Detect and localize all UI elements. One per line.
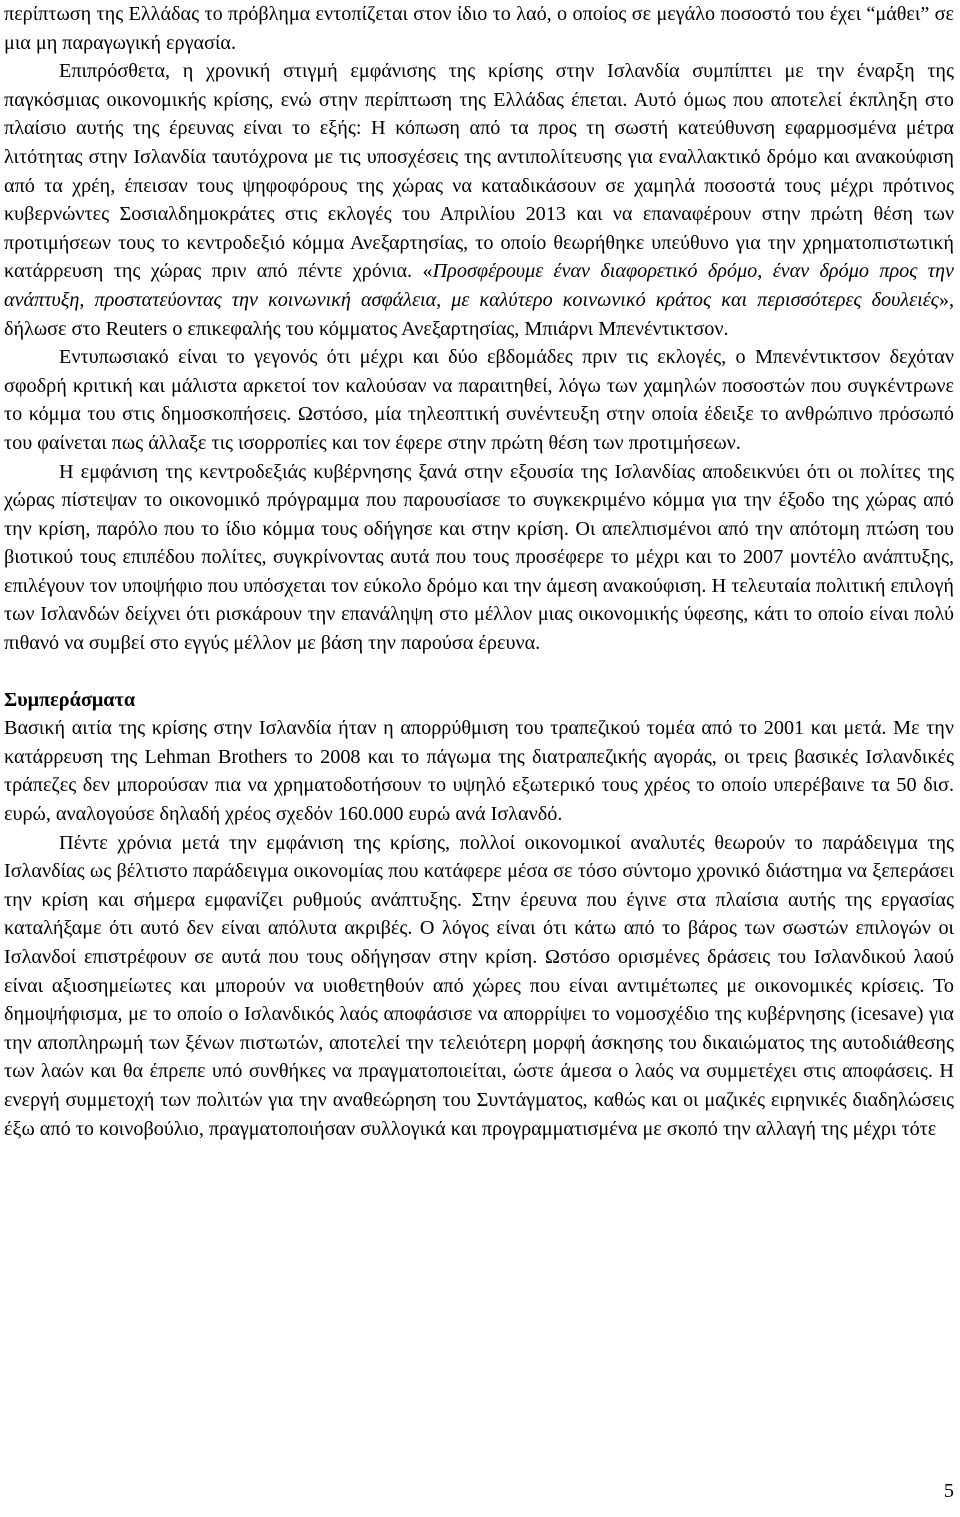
paragraph-2 [4,57,954,343]
paragraph-2-quote: Προσφέρουμε έναν διαφορετικό δρόμο, έναν δρόμο προς την ανάπτυξη, προστατεύοντας την κοινωνική ασφάλεια, με καλύτερο κοινωνικό κράτος και περισσότερες δουλειές [4,260,954,311]
paragraph-2-text: Επιπρόσθετα, η χρονική στιγμή εμφάνισης της κρίσης στην Ισλανδία συμπίπτει με την έναρξη της παγκόσμιας οικονομικής κρίσης, ενώ στην περίπτωση της Ελλάδας έπεται. Αυτό όμως που αποτελεί έκπληξη στο πλαίσιο αυτής της έρευνας είναι το εξής: Η κόπωση από τα προς τη σωστή κατεύθυνση εφαρμοσμένα μέτρα λιτότητας στην Ισλανδία ταυτόχρονα με τις υποσχέσεις της αντιπολίτευσης για εναλλακτικό δρόμο και ανακούφιση από τα χρέη, έπεισαν τους ψηφοφόρους της χώρας να καταδικάσουν σε χαμηλά ποσοστά τους μέχρι πρότινος κυβερνώντες Σοσιαλδημοκράτες στις εκλογές του Απριλίου 2013 και να επαναφέρουν στην πρώτη θέση των προτιμήσεων τους το κεντροδεξιό κόμμα Ανεξαρτησίας, το οποίο θεωρήθηκε υπεύθυνο για την χρηματοπιστωτική κατάρρευση της χώρας πριν από πέντε χρόνια. « [4,60,954,283]
paragraph-3: Εντυπωσιακό είναι το γεγονός ότι μέχρι και δύο εβδομάδες πριν τις εκλογές, ο Μπενέντικτσον δεχόταν σφοδρή κριτική και μάλιστα αρκετοί τον καλούσαν να παραιτηθεί, λόγω των χαμηλών ποσοστών που συγκέντρωνε το κόμμα του στις δημοσκοπήσεις. Ωστόσο, μία τηλεοπτική συνέντευξη στην οποία έδειξε το ανθρώπινο πρόσωπό του φαίνεται πως άλλαξε τις ισορροπίες και τον έφερε στην πρώτη θέση των προτιμήσεων. [4,346,954,454]
paragraph-4: Η εμφάνιση της κεντροδεξιάς κυβέρνησης ξανά στην εξουσία της Ισλανδίας αποδεικνύει ότι οι πολίτες της χώρας πίστεψαν το οικονομικό πρόγραμμα που παρουσίασε το συγκεκριμένο κόμμα για την έξοδο της χώρας από την κρίση, παρόλο που το ίδιο κόμμα τους οδήγησε και στην κρίση. Οι απελπισμένοι από την απότομη πτώση του βιοτικού τους επιπέδου πολίτες, συγκρίνοντας αυτά που τους προσέφερε το μέχρι και το 2007 μοντέλο ανάπτυξης, επιλέγουν τον υποψήφιο που υπόσχεται τον εύκολο δρόμο και την άμεση ανακούφιση. Η τελευταία πολιτική επιλογή των Ισλανδών δείχνει ότι ρισκάρουν την επανάληψη στο μέλλον μιας οικονομικής ύφεσης, κάτι το οποίο είναι πολύ πιθανό να συμβεί στο εγγύς μέλλον με βάση την παρούσα έρευνα. [4,460,954,655]
paragraph-2-tail: », δήλωσε στο Reuters ο επικεφαλής του κόμματος Ανεξαρτησίας, Μπιάρνι Μπενέντικτσον. [4,288,954,340]
paragraph-6: Πέντε χρόνια μετά την εμφάνιση της κρίσης, πολλοί οικονομικοί αναλυτές θεωρούν το παράδειγμα της Ισλανδίας ως βέλτιστο παράδειγμα οικονομίας που κατάφερε μέσα σε τόσο σύντομο χρονικό διάστημα να ξεπεράσει την κρίση και σήμερα εμφανίζει ρυθμούς ανάπτυξης. Στην έρευνα που έγινε στα πλαίσια αυτής της εργασίας καταλήξαμε ότι αυτό δεν είναι απόλυτα ακριβές. Ο λόγος είναι ότι κάτω από το βάρος των σωστών επιλογών οι Ισλανδοί επιστρέφουν σε αυτά που τους οδήγησαν στην κρίση. Ωστόσο ορισμένες δράσεις του Ισλανδικού λαού είναι αξιοσημείωτες και μπορούν να υιοθετηθούν από χώρες που είναι αντιμέτωπες με οικονομικές κρίσεις. Το δημοψήφισμα, με το οποίο ο Ισλανδικός λαός αποφάσισε να απορρίψει το νομοσχέδιο της κυβέρνησης (icesave) για την αποπληρωμή των ξένων πιστωτών, αποτελεί την τελειότερη μορφή άσκησης του δικαιώματος της αυτοδιάθεσης των λαών και θα έπρεπε υπό συνθήκες να πραγματοποιείται, ώστε άμεσα ο λαός να συμμετέχει στις αποφάσεις. Η ενεργή συμμετοχή των πολιτών για την αναθεώρηση του Συντάγματος, καθώς και οι μαζικές ειρηνικές διαδηλώσεις έξω από το κοινοβούλιο, πραγματοποιήσαν συλλογικά και προγραμματισμένα με σκοπό την αλλαγή της μέχρι τότε [4,831,954,1140]
paragraph-1: περίπτωση της Ελλάδας το πρόβλημα εντοπίζεται στον ίδιο το λαό, ο οποίος σε μεγάλο ποσοστό του έχει “μάθει” σε μια μη παραγωγική εργασία. [4,3,954,54]
paragraph-5: Βασική αιτία της κρίσης στην Ισλανδία ήταν η απορρύθμιση του τραπεζικού τομέα από το 2001 και μετά. Με την κατάρρευση της Lehman Brothers το 2008 και το πάγωμα της διατραπεζικής αγοράς, οι τρεις βασικές Ισλανδικές τράπεζες δεν μπορούσαν πια να χρηματοδοτήσουν το υψηλό εξωτερικό τους χρέος το οποίο υπερέβαινε τα 50 δισ. ευρώ, αναλογούσε δηλαδή χρέος σχεδόν 160.000 ευρώ ανά Ισλανδό. [4,717,954,826]
page-number: 5 [943,1480,954,1502]
document-page [4,0,954,1143]
section-heading: Συμπεράσματα [4,688,136,711]
